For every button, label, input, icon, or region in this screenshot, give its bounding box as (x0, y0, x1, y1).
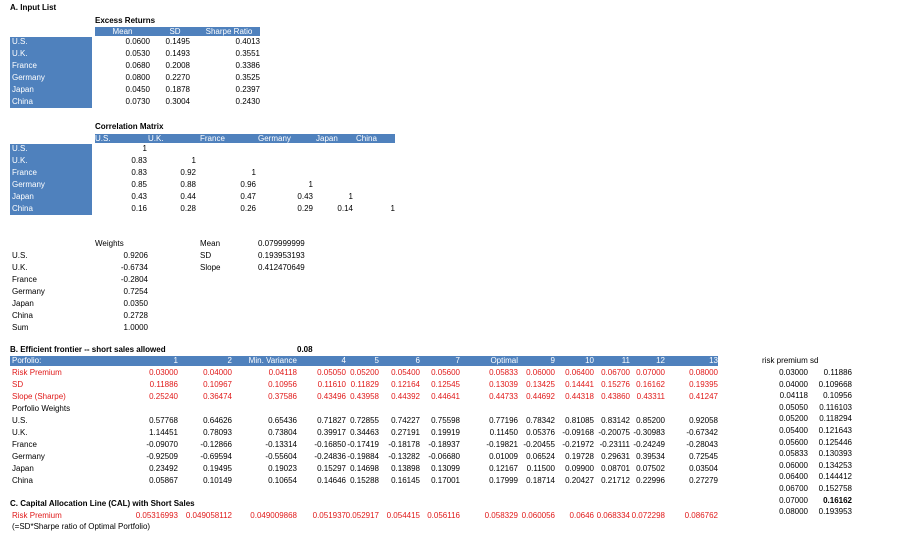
frontier-weight-cell: 0.74227 (391, 416, 420, 425)
frontier-weight-label: Germany (12, 452, 45, 461)
frontier-weight-cell: 0.19728 (565, 452, 594, 461)
correlation-cell: 0.85 (131, 180, 147, 189)
frontier-stat-cell: 0.11610 (317, 380, 346, 389)
frontier-stat-cell: 0.04118 (268, 368, 297, 377)
frontier-stat-cell: 0.06700 (601, 368, 630, 377)
frontier-weight-cell: 0.11500 (526, 464, 555, 473)
weight-label: U.S. (12, 251, 28, 260)
frontier-weight-cell: -0.16850 (314, 440, 346, 449)
weights-section-label: Porfolio Weights (12, 404, 71, 413)
cal-cell: 0.058329 (484, 511, 518, 520)
weight-value: 0.0350 (123, 299, 148, 308)
country-label: Japan (12, 85, 34, 94)
correlation-title: Correlation Matrix (95, 122, 164, 131)
frontier-weight-cell: 0.77196 (489, 416, 518, 425)
correlation-col-header: Germany (258, 134, 291, 143)
frontier-weight-cell: 0.12167 (489, 464, 518, 473)
correlation-cell: 0.26 (240, 204, 256, 213)
portfolio-header-label: Porfolio: (12, 356, 42, 365)
table-cell: 0.1495 (165, 37, 190, 46)
correlation-cell: 1 (390, 204, 395, 213)
frontier-weight-cell: 0.78342 (526, 416, 555, 425)
frontier-weight-cell: 1.14451 (149, 428, 178, 437)
side-risk-premium: 0.08000 (779, 507, 808, 517)
frontier-stat-cell: 0.15276 (601, 380, 630, 389)
frontier-weight-cell: 0.92058 (689, 416, 718, 425)
frontier-stat-cell: 0.11829 (350, 380, 379, 389)
table-cell: 0.0730 (125, 97, 150, 106)
frontier-weight-cell: 0.19023 (268, 464, 297, 473)
section-b-value: 0.08 (297, 345, 313, 354)
country-label: Germany (12, 73, 45, 82)
weight-label: France (12, 275, 37, 284)
header-sharpe-ratio: Sharpe Ratio (205, 27, 253, 36)
side-risk-premium: 0.07000 (779, 495, 808, 505)
frontier-stat-cell: 0.10967 (203, 380, 232, 389)
country-label: France (12, 168, 37, 177)
frontier-stat-cell: 0.13425 (526, 380, 555, 389)
frontier-weight-cell: -0.18937 (428, 440, 460, 449)
correlation-cell: 1 (251, 168, 256, 177)
frontier-stat-cell: 0.14441 (565, 380, 594, 389)
frontier-weight-cell: -0.09070 (146, 440, 178, 449)
stat-label: Slope (200, 263, 221, 272)
frontier-stat-cell: 0.37586 (268, 392, 297, 401)
correlation-col-header: U.K. (148, 134, 164, 143)
section-a-title: A. Input List (10, 3, 57, 12)
side-sd: 0.109668 (818, 379, 852, 389)
side-risk-premium: 0.05050 (779, 402, 808, 412)
correlation-cell: 0.47 (240, 192, 256, 201)
side-sd: 0.118294 (819, 414, 852, 424)
frontier-col-header: 1 (173, 356, 178, 365)
frontier-weight-cell: -0.28043 (686, 440, 718, 449)
frontier-stat-cell: 0.06000 (526, 368, 555, 377)
table-cell: 0.3386 (235, 61, 260, 70)
table-cell: 0.0600 (125, 37, 150, 46)
frontier-stat-cell: 0.44692 (526, 392, 555, 401)
cal-cell: 0.049058112 (185, 511, 232, 520)
weight-value: -0.2804 (120, 275, 148, 284)
frontier-stat-cell: 0.11886 (149, 380, 178, 389)
frontier-weight-cell: -0.69594 (200, 452, 232, 461)
frontier-weight-cell: -0.92509 (146, 452, 178, 461)
frontier-weight-cell: 0.65436 (268, 416, 297, 425)
frontier-stat-cell: 0.43958 (350, 392, 379, 401)
cal-cell: 0.068334 (596, 511, 630, 520)
side-sd: 0.121643 (818, 426, 852, 435)
side-sd: 0.125446 (818, 437, 852, 447)
table-cell: 0.3551 (235, 49, 260, 58)
frontier-stat-cell: 0.25240 (149, 392, 178, 401)
frontier-stat-label: SD (12, 380, 24, 389)
correlation-cell: 0.16 (131, 204, 147, 213)
frontier-weight-cell: 0.01009 (489, 452, 518, 461)
weight-label: Germany (12, 287, 45, 296)
frontier-weight-cell: 0.27279 (689, 476, 718, 485)
frontier-weight-cell: 0.13898 (391, 464, 420, 473)
side-sd: 0.134253 (818, 460, 852, 470)
frontier-col-header: 5 (374, 356, 379, 365)
frontier-weight-cell: 0.72545 (689, 452, 718, 461)
frontier-weight-cell: 0.08701 (601, 464, 630, 473)
frontier-stat-cell: 0.41247 (689, 392, 718, 401)
frontier-weight-cell: 0.39917 (317, 428, 346, 437)
frontier-stat-cell: 0.43311 (636, 392, 665, 401)
frontier-col-header: 6 (415, 356, 420, 365)
frontier-weight-cell: 0.22996 (636, 476, 665, 485)
frontier-weight-cell: 0.19919 (431, 428, 460, 437)
frontier-stat-cell: 0.03000 (149, 368, 178, 377)
frontier-stat-cell: 0.44392 (391, 392, 420, 401)
weight-value: 1.0000 (123, 323, 148, 332)
table-cell: 0.1493 (165, 49, 190, 58)
weight-label: Sum (12, 323, 29, 332)
cal-cell: 0.056116 (427, 511, 460, 520)
cal-row-label: Risk Premium (12, 511, 62, 520)
side-risk-premium: 0.03000 (779, 368, 808, 377)
side-header-sd: sd (810, 356, 819, 365)
frontier-weight-cell: 0.64626 (203, 416, 232, 425)
correlation-cell: 0.83 (131, 168, 147, 177)
frontier-col-header: 7 (455, 356, 460, 365)
table-cell: 0.0450 (125, 85, 150, 94)
stat-value: 0.193953193 (258, 251, 305, 260)
side-sd: 0.10956 (823, 391, 852, 401)
correlation-cell: 0.43 (297, 192, 313, 201)
frontier-weight-cell: 0.07502 (636, 464, 665, 473)
frontier-stat-cell: 0.43496 (317, 392, 346, 401)
correlation-col-header: France (200, 134, 225, 143)
weight-label: U.K. (12, 263, 28, 272)
frontier-stat-cell: 0.05050 (317, 368, 346, 377)
frontier-col-header: Optimal (490, 356, 518, 365)
weight-value: 0.9206 (123, 251, 148, 260)
cal-cell: 0.054415 (386, 511, 420, 520)
frontier-weight-cell: -0.18178 (388, 440, 420, 449)
frontier-weight-cell: 0.09900 (565, 464, 594, 473)
frontier-weight-cell: 0.57768 (149, 416, 178, 425)
side-sd: 0.130393 (818, 449, 852, 459)
frontier-weight-cell: -0.19821 (486, 440, 518, 449)
frontier-weight-cell: -0.17419 (347, 440, 379, 449)
frontier-stat-cell: 0.04000 (203, 368, 232, 377)
frontier-weight-cell: 0.21712 (601, 476, 630, 485)
frontier-weight-label: U.K. (12, 428, 28, 437)
frontier-col-header: 2 (227, 356, 232, 365)
stat-label: Mean (200, 239, 221, 248)
frontier-weight-cell: 0.10149 (203, 476, 232, 485)
frontier-weight-cell: 0.83142 (601, 416, 630, 425)
frontier-weight-cell: 0.34463 (350, 428, 379, 437)
table-cell: 0.2430 (235, 97, 260, 106)
cal-cell: 0.0646 (569, 511, 594, 520)
cal-cell: 0.049009868 (250, 511, 297, 520)
table-cell: 0.2397 (235, 85, 260, 94)
side-header-risk-premium: risk premium (762, 356, 808, 365)
correlation-col-header: China (356, 134, 377, 143)
stat-value: 0.079999999 (258, 239, 305, 248)
stat-label: SD (200, 251, 212, 260)
frontier-col-header: 11 (621, 356, 630, 365)
side-risk-premium: 0.04118 (779, 391, 808, 401)
country-label: U.S. (12, 37, 28, 46)
correlation-cell: 0.92 (180, 168, 196, 177)
frontier-weight-cell: 0.71827 (317, 416, 346, 425)
correlation-cell: 1 (308, 180, 313, 189)
frontier-weight-cell: 0.78093 (203, 428, 232, 437)
country-label: U.K. (12, 156, 28, 165)
table-cell: 0.0530 (125, 49, 150, 58)
frontier-weight-cell: -0.20075 (598, 428, 630, 437)
frontier-stat-cell: 0.12545 (431, 380, 460, 389)
weights-header: Weights (95, 239, 124, 248)
frontier-weight-cell: 0.03504 (689, 464, 718, 473)
side-sd: 0.152758 (818, 484, 852, 493)
weight-label: China (12, 311, 33, 320)
frontier-weight-cell: 0.85200 (636, 416, 665, 425)
frontier-weight-cell: 0.15297 (317, 464, 346, 473)
frontier-weight-label: France (12, 440, 37, 449)
frontier-weight-cell: -0.23111 (599, 440, 630, 449)
cal-cell: 0.060056 (521, 511, 555, 520)
frontier-weight-cell: -0.09168 (562, 428, 594, 437)
frontier-weight-cell: 0.15288 (350, 476, 379, 485)
frontier-weight-cell: -0.13314 (265, 440, 297, 449)
correlation-cell: 1 (191, 156, 196, 165)
side-risk-premium: 0.05400 (779, 426, 808, 435)
frontier-weight-cell: 0.81085 (565, 416, 594, 425)
frontier-weight-cell: 0.13099 (431, 464, 460, 473)
frontier-weight-label: China (12, 476, 33, 485)
frontier-weight-cell: 0.17999 (489, 476, 518, 485)
frontier-stat-cell: 0.12164 (391, 380, 420, 389)
table-cell: 0.2270 (165, 73, 190, 82)
frontier-col-header: 9 (550, 356, 555, 365)
frontier-weight-cell: 0.19495 (203, 464, 232, 473)
frontier-col-header: 10 (585, 356, 594, 365)
country-label: China (12, 204, 33, 213)
header-mean: Mean (112, 27, 133, 36)
frontier-weight-cell: 0.20427 (565, 476, 594, 485)
frontier-weight-cell: -0.19884 (347, 452, 379, 461)
stat-value: 0.412470649 (258, 263, 305, 272)
frontier-weight-cell: 0.14646 (317, 476, 346, 485)
frontier-stat-cell: 0.10956 (268, 380, 297, 389)
side-risk-premium: 0.06700 (779, 484, 808, 493)
frontier-weight-cell: -0.30983 (633, 428, 665, 437)
table-cell: 0.0800 (125, 73, 150, 82)
frontier-weight-cell: 0.14698 (350, 464, 379, 473)
correlation-cell: 0.44 (180, 192, 196, 201)
frontier-stat-cell: 0.07000 (636, 368, 665, 377)
correlation-cell: 0.88 (180, 180, 196, 189)
cal-cell: 0.052917 (345, 511, 379, 520)
frontier-stat-cell: 0.05600 (431, 368, 460, 377)
side-risk-premium: 0.05600 (779, 437, 808, 447)
frontier-weight-cell: 0.39534 (636, 452, 665, 461)
frontier-stat-cell: 0.44641 (431, 392, 460, 401)
table-cell: 0.3004 (165, 97, 190, 106)
country-label: U.K. (12, 49, 28, 58)
frontier-weight-cell: -0.55604 (265, 452, 297, 461)
frontier-stat-cell: 0.44318 (565, 392, 594, 401)
correlation-cell: 1 (348, 192, 353, 201)
side-risk-premium: 0.05200 (779, 414, 808, 424)
side-sd: 0.193953 (818, 507, 852, 517)
correlation-cell: 0.28 (180, 204, 196, 213)
frontier-weight-cell: 0.06524 (526, 452, 555, 461)
frontier-weight-cell: -0.20455 (523, 440, 555, 449)
frontier-stat-cell: 0.06400 (565, 368, 594, 377)
correlation-cell: 0.96 (240, 180, 256, 189)
frontier-stat-cell: 0.43860 (601, 392, 630, 401)
table-cell: 0.0680 (125, 61, 150, 70)
frontier-stat-label: Risk Premium (12, 368, 62, 377)
frontier-stat-cell: 0.05833 (489, 368, 518, 377)
frontier-col-header: Min. Variance (248, 356, 297, 365)
section-b-title: B. Efficient frontier -- short sales allowed (10, 345, 166, 354)
correlation-cell: 0.14 (337, 204, 353, 213)
country-label: France (12, 61, 37, 70)
frontier-stat-cell: 0.19395 (689, 380, 718, 389)
excess-returns-title: Excess Returns (95, 16, 156, 25)
frontier-weight-cell: -0.13282 (388, 452, 420, 461)
correlation-cell: 0.83 (131, 156, 147, 165)
frontier-stat-cell: 0.05200 (350, 368, 379, 377)
correlation-col-header: Japan (316, 134, 338, 143)
correlation-cell: 0.29 (297, 204, 313, 213)
correlation-col-header: U.S. (95, 134, 111, 143)
frontier-stat-cell: 0.44733 (489, 392, 518, 401)
frontier-stat-cell: 0.13039 (489, 380, 518, 389)
frontier-col-header: 12 (656, 356, 665, 365)
cal-cell: 0.05316993 (135, 511, 178, 520)
correlation-header-band (95, 134, 395, 143)
frontier-weight-label: U.S. (12, 416, 28, 425)
frontier-weight-cell: 0.18714 (526, 476, 555, 485)
cal-cell: 0.086762 (684, 511, 718, 520)
frontier-weight-cell: -0.24249 (633, 440, 665, 449)
correlation-cell: 0.43 (131, 192, 147, 201)
side-sd: 0.11886 (823, 368, 852, 377)
country-label: Japan (12, 192, 34, 201)
side-risk-premium: 0.06000 (779, 460, 808, 470)
frontier-stat-cell: 0.16162 (636, 380, 665, 389)
frontier-col-header: 13 (709, 356, 718, 365)
frontier-stat-cell: 0.08000 (689, 368, 718, 377)
frontier-weight-cell: -0.24836 (314, 452, 346, 461)
frontier-weight-cell: 0.05376 (526, 428, 555, 437)
frontier-stat-cell: 0.36474 (203, 392, 232, 401)
side-risk-premium: 0.05833 (779, 449, 808, 459)
table-cell: 0.2008 (165, 61, 190, 70)
cal-note: (=SD*Sharpe ratio of Optimal Portfolio) (12, 522, 151, 531)
frontier-weight-cell: 0.73804 (268, 428, 297, 437)
frontier-weight-cell: 0.16145 (391, 476, 420, 485)
side-sd: 0.116103 (819, 402, 852, 412)
frontier-stat-cell: 0.05400 (391, 368, 420, 377)
weight-label: Japan (12, 299, 34, 308)
side-sd: 0.144412 (818, 472, 852, 482)
frontier-weight-cell: -0.06680 (428, 452, 460, 461)
side-risk-premium: 0.06400 (779, 472, 808, 482)
frontier-weight-cell: 0.29631 (601, 452, 630, 461)
cal-cell: 0.072298 (631, 511, 665, 520)
frontier-stat-label: Slope (Sharpe) (12, 392, 66, 401)
frontier-weight-label: Japan (12, 464, 34, 473)
weight-value: 0.7254 (123, 287, 148, 296)
frontier-weight-cell: 0.27191 (391, 428, 420, 437)
frontier-weight-cell: -0.67342 (686, 428, 718, 437)
weight-value: -0.6734 (120, 263, 148, 272)
country-label: U.S. (12, 144, 28, 153)
frontier-weight-cell: 0.72855 (350, 416, 379, 425)
table-cell: 0.3525 (235, 73, 260, 82)
frontier-weight-cell: 0.23492 (149, 464, 178, 473)
frontier-weight-cell: -0.12866 (200, 440, 232, 449)
header-sd: SD (169, 27, 181, 36)
frontier-weight-cell: 0.05867 (149, 476, 178, 485)
section-c-title: C. Capital Allocation Line (CAL) with Short Sales (10, 499, 195, 508)
country-label: China (12, 97, 33, 106)
frontier-weight-cell: -0.21972 (562, 440, 594, 449)
side-risk-premium: 0.04000 (779, 379, 808, 389)
weight-value: 0.2728 (123, 311, 148, 320)
frontier-weight-cell: 0.17001 (431, 476, 460, 485)
frontier-col-header: 4 (341, 356, 346, 365)
frontier-weight-cell: 0.11450 (489, 428, 518, 437)
side-sd: 0.16162 (823, 495, 852, 505)
table-cell: 0.4013 (235, 37, 260, 46)
frontier-weight-cell: 0.75598 (431, 416, 460, 425)
country-label: Germany (12, 180, 45, 189)
table-cell: 0.1878 (165, 85, 190, 94)
correlation-cell: 1 (142, 144, 147, 153)
cal-cell: 0.051937 (312, 511, 346, 520)
frontier-weight-cell: 0.10654 (268, 476, 297, 485)
